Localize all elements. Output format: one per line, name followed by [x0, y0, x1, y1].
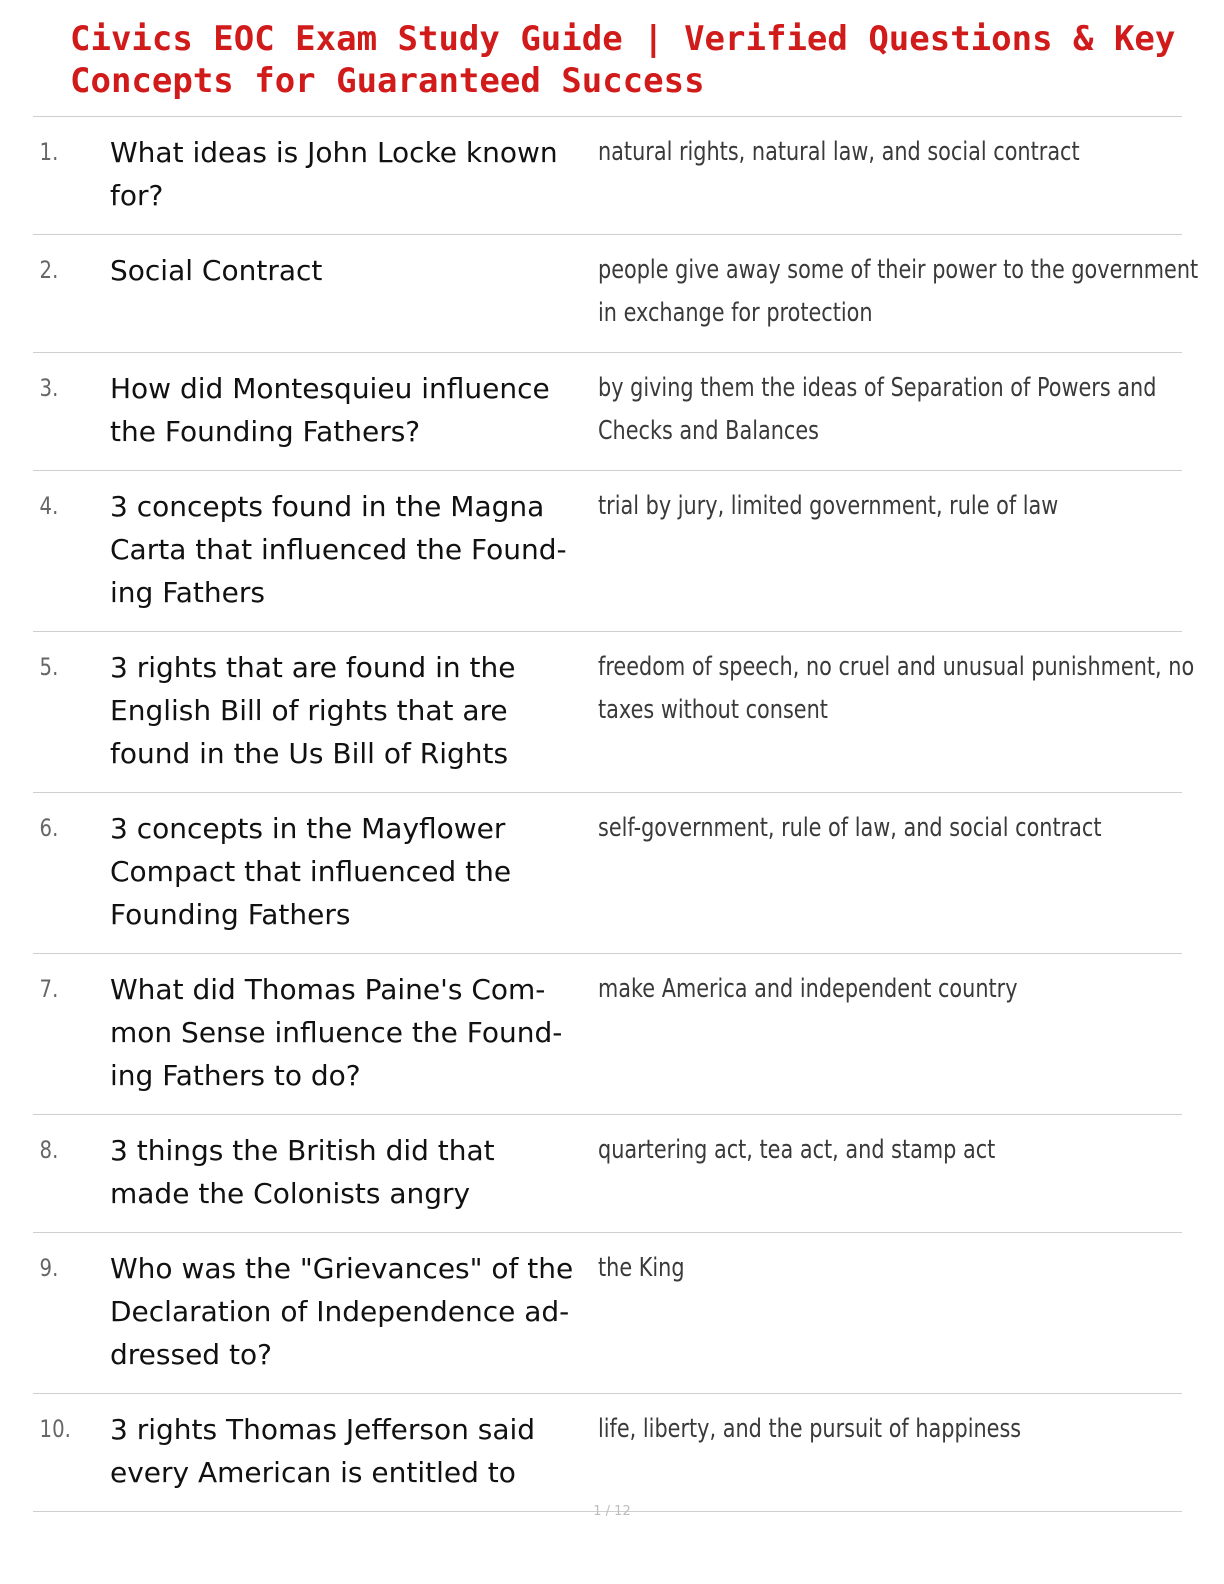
- card-term: [110, 807, 598, 936]
- card-definition-line: trial by jury, limited government, rule of law: [598, 491, 1059, 521]
- card-term-line: found in the Us Bill of Rights: [110, 737, 509, 770]
- card-definition-line: self-government, rule of law, and social contract: [598, 813, 1102, 843]
- card-term: [110, 646, 598, 775]
- flashcard-row: [33, 793, 1182, 954]
- card-definition-line: make America and independent country: [598, 974, 1018, 1004]
- card-definition: [598, 807, 1182, 936]
- card-term-line: ing Fathers: [110, 576, 265, 609]
- card-term: [110, 968, 598, 1097]
- card-term-line: ing Fathers to do?: [110, 1059, 361, 1092]
- card-term-line: 3 things the British did that: [110, 1134, 495, 1167]
- card-term-line: Declaration of Independence ad-: [110, 1295, 570, 1328]
- card-number: 1.: [39, 138, 59, 166]
- card-term-line: for?: [110, 179, 164, 212]
- card-definition-line: Checks and Balances: [598, 416, 819, 446]
- card-number: 3.: [39, 374, 59, 402]
- card-definition: [598, 131, 1182, 217]
- card-term-line: Compact that influenced the: [110, 855, 512, 888]
- flashcard-row: [33, 117, 1182, 235]
- card-term: [110, 1408, 598, 1494]
- card-term: [110, 367, 598, 453]
- card-term-line: English Bill of rights that are: [110, 694, 508, 727]
- page-indicator: 1 / 12: [593, 1504, 631, 1519]
- card-definition: [598, 367, 1182, 453]
- card-definition: [598, 249, 1199, 335]
- card-definition-line: life, liberty, and the pursuit of happiness: [598, 1414, 1022, 1444]
- card-number: 9.: [39, 1254, 59, 1282]
- card-definition-line: taxes without consent: [598, 695, 828, 725]
- card-number: 6.: [39, 814, 59, 842]
- flashcard-row: [33, 1233, 1182, 1394]
- flashcard-row: [33, 954, 1182, 1115]
- card-definition-line: people give away some of their power to the government: [598, 255, 1199, 285]
- card-term-line: How did Montesquieu influence: [110, 372, 550, 405]
- card-number: 8.: [39, 1136, 59, 1164]
- card-term-line: 3 rights that are found in the: [110, 651, 516, 684]
- card-term-line: 3 concepts in the Mayflower: [110, 812, 506, 845]
- card-definition-line: natural rights, natural law, and social contract: [598, 137, 1080, 167]
- card-term-line: What ideas is John Locke known: [110, 136, 558, 169]
- card-term-line: Social Contract: [110, 254, 323, 287]
- card-term-line: Who was the "Grievances" of the: [110, 1252, 574, 1285]
- flashcard-row: [33, 1115, 1182, 1233]
- flashcard-list: [33, 116, 1199, 1512]
- flashcard-row: [33, 235, 1199, 353]
- flashcard-row: [33, 1394, 1182, 1512]
- flashcard-row: [33, 353, 1182, 471]
- card-number: 7.: [39, 975, 59, 1003]
- card-term-line: mon Sense influence the Found-: [110, 1016, 563, 1049]
- card-term-line: Founding Fathers: [110, 898, 351, 931]
- card-definition: [598, 646, 1195, 775]
- card-term: [110, 131, 598, 217]
- flashcard-row: [33, 471, 1182, 632]
- card-term-line: dressed to?: [110, 1338, 272, 1371]
- card-definition-line: quartering act, tea act, and stamp act: [598, 1135, 996, 1165]
- card-term-line: made the Colonists angry: [110, 1177, 471, 1210]
- card-definition: [598, 1247, 1182, 1376]
- card-definition: [598, 1408, 1182, 1494]
- card-definition-line: the King: [598, 1253, 685, 1283]
- card-term: [110, 249, 598, 335]
- card-definition: [598, 968, 1182, 1097]
- document-title: Civics EOC Exam Study Guide | Verified Questions & Key Concepts for Guaranteed Success: [70, 19, 1176, 101]
- card-term-line: 3 concepts found in the Magna: [110, 490, 545, 523]
- card-term-line: every American is entitled to: [110, 1456, 516, 1489]
- card-definition-line: in exchange for protection: [598, 298, 873, 328]
- card-definition: [598, 485, 1182, 614]
- card-term-line: 3 rights Thomas Jefferson said: [110, 1413, 536, 1446]
- card-term-line: Carta that influenced the Found-: [110, 533, 567, 566]
- flashcard-row: [33, 632, 1195, 793]
- card-term-line: the Founding Fathers?: [110, 415, 421, 448]
- card-definition-line: freedom of speech, no cruel and unusual punishment, no: [598, 652, 1195, 682]
- card-term-line: What did Thomas Paine's Com-: [110, 973, 546, 1006]
- card-term: [110, 485, 598, 614]
- card-definition: [598, 1129, 1182, 1215]
- card-definition-line: by giving them the ideas of Separation of Powers and: [598, 373, 1157, 403]
- card-number: 4.: [39, 492, 59, 520]
- card-term: [110, 1247, 598, 1376]
- card-term: [110, 1129, 598, 1215]
- card-number: 2.: [39, 256, 59, 284]
- card-number: 10.: [39, 1415, 71, 1443]
- card-number: 5.: [39, 653, 59, 681]
